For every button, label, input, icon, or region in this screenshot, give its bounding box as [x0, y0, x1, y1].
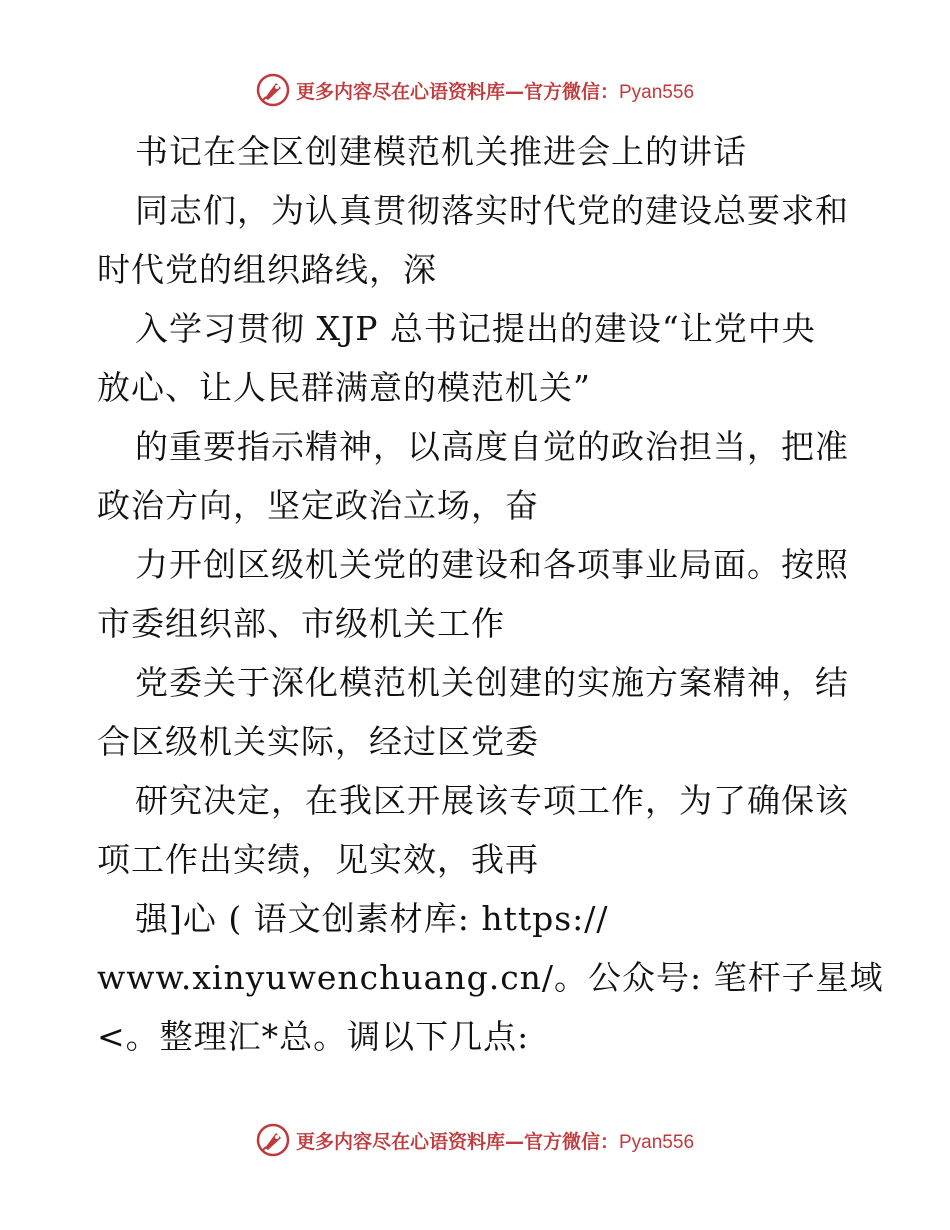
- text-line: 研究决定，在我区开展该专项工作，为了确保该: [135, 781, 849, 820]
- text-line: 时代党的组织路线，深: [97, 250, 437, 289]
- text-line: 放心、让人民群满意的模范机关”: [97, 368, 591, 407]
- document-body: [97, 122, 884, 1066]
- footer-watermark: [0, 1120, 950, 1160]
- text-line: 同志们，为认真贯彻落实时代党的建设总要求和: [135, 191, 849, 230]
- text-line: 入学习贯彻 XJP 总书记提出的建设“让党中央: [135, 309, 816, 348]
- document-title: 书记在全区创建模范机关推进会上的讲话: [135, 132, 747, 171]
- text-line: 力开创区级机关党的建设和各项事业局面。按照: [135, 545, 849, 584]
- watermark-text: 更多内容尽在心语资料库—官方微信：Pyan556: [295, 80, 695, 103]
- text-line: 的重要指示精神，以高度自觉的政治担当，把准: [135, 427, 849, 466]
- watermark-text: 更多内容尽在心语资料库—官方微信：Pyan556: [295, 1130, 695, 1153]
- pen-nib-logo-icon: [256, 73, 290, 107]
- text-line: 强]心 ( 语文创素材库: https://: [135, 899, 609, 938]
- pen-nib-logo-icon: [256, 1123, 290, 1157]
- header-watermark: [0, 70, 950, 110]
- text-line: <。整理汇*总。调以下几点:: [97, 1017, 530, 1056]
- text-line: 党委关于深化模范机关创建的实施方案精神，结: [135, 663, 849, 702]
- text-line: 市委组织部、市级机关工作: [97, 604, 505, 643]
- text-line: 政治方向，坚定政治立场，奋: [97, 486, 539, 525]
- text-line: www.xinyuwenchuang.cn/。公众号: 笔杆子星域: [97, 958, 884, 997]
- text-line: 项工作出实绩，见实效，我再: [97, 840, 539, 879]
- text-line: 合区级机关实际，经过区党委: [97, 722, 539, 761]
